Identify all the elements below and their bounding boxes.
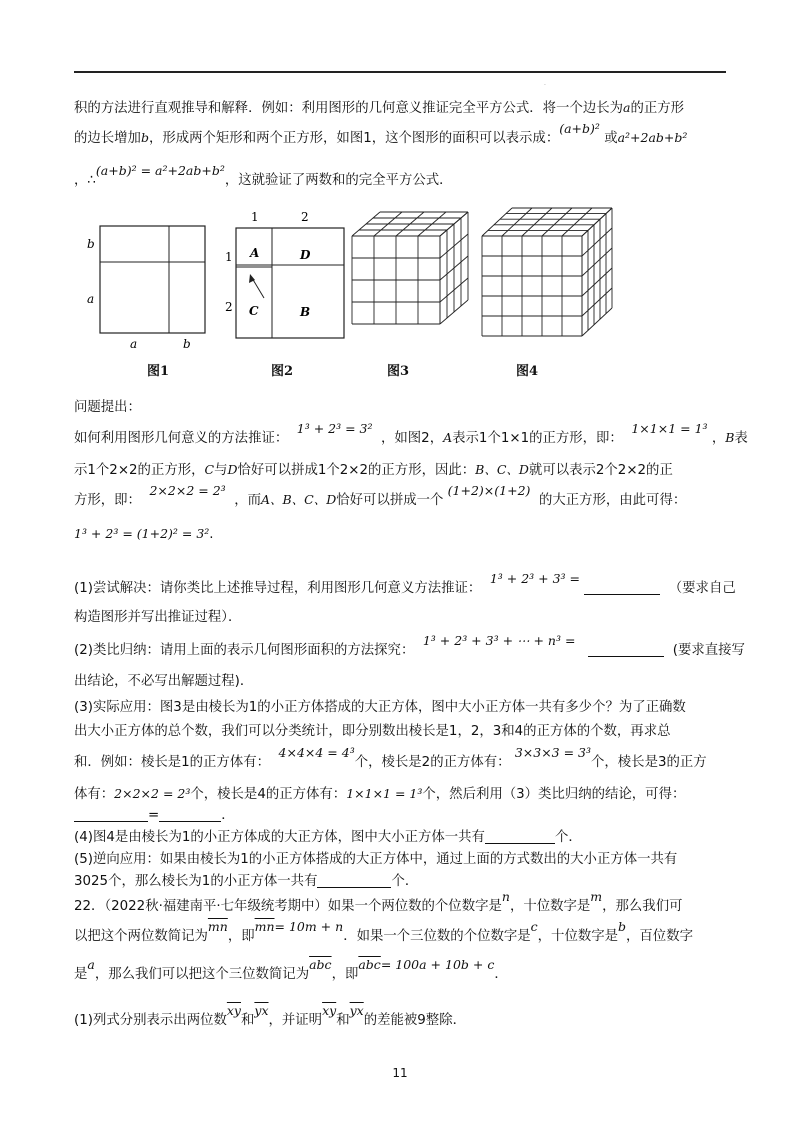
intro-line-3: ，∴(a+b)² = a²+2ab+b²，这就验证了两数和的完全平方公式． xyxy=(74,163,453,188)
figure-3-cube xyxy=(344,208,470,338)
figure-1 xyxy=(80,222,210,352)
fig2-label-D: D xyxy=(300,248,311,262)
page-number: 11 xyxy=(392,1066,408,1080)
part3-line-2: 出大小正方体的总个数，我们可以分类统计，即分别数出棱长是1，2，3和4的正方体的个数，再求总 xyxy=(74,724,671,739)
part4-line: (4)图4是由棱长为1的小正方体成的大正方体，图中大小正方体一共有 个． xyxy=(74,830,582,845)
fig2-arrow xyxy=(252,278,264,298)
question-line-1: 如何利用图形几何意义的方法推证： 1³ + 2³ = 3² ，如图2，A表示1个1×1的正方形，即： 1×1×1 = 1³ ，B表 xyxy=(74,421,748,446)
part5-line-1: (5)逆向应用：如果由棱长为1的小正方体搭成的大正方体中，通过上面的方式数出的大小正方体一共有 xyxy=(74,852,678,867)
fig4-caption: 图4 xyxy=(516,364,539,379)
problem22-line-2: 以把这个两位数简记为$\overline{mn}$，即$\overline{mn}= 10m + n$．如果一个三位数的个位数字是c，十位数字是b，百位数字 xyxy=(74,919,693,944)
header-rule xyxy=(74,71,726,73)
part3-line-4: 体有：2×2×2 = 2³个，棱长是4的正方体有：1×1×1 = 1³个，然后利用（3）类比归纳的结论，可得： xyxy=(74,786,686,802)
part3-line-1: (3)实际应用：图3是由棱长为1的小正方体搭成的大正方体，图中大小正方体一共有多少个？为了正确数 xyxy=(74,700,686,715)
figure-4-cube xyxy=(476,205,616,341)
part1-line-1: (1)尝试解决：请你类比上述推导过程，利用图形几何意义方法推证： 1³ + 2³ + 3³ = （要求自己 xyxy=(74,571,736,596)
figure-2 xyxy=(218,205,348,345)
fig1-label-a-bottom: a xyxy=(130,337,138,351)
part1-line-2: 构造图形并写出推证过程）． xyxy=(74,610,242,625)
fig2-label-A: A xyxy=(250,246,260,260)
part2-answer-blank xyxy=(588,642,664,657)
problem22-line-3: 是a，那么我们可以把这个三位数简记为$\overline{abc}$，即$\overline{abc}= 100a + 10b + c$． xyxy=(74,957,508,982)
intro-line-2: 的边长增加b，形成两个矩形和两个正方形，如图1，这个图形的面积可以表示成：(a+b)² 或a²+2ab+b² xyxy=(74,121,688,146)
fig2-label-C: C xyxy=(249,304,259,318)
question-heading: 问题提出： xyxy=(74,400,141,415)
part3-line-3: 和．例如：棱长是1的正方体有： 4×4×4 = 4³个，棱长是2的正方体有： 3×3×3 = 3³个，棱长是3的正方 xyxy=(74,745,707,770)
fig2-label-top-1: 1 xyxy=(251,210,259,224)
part2-line-2: 出结论，不必写出解题过程)． xyxy=(74,674,254,689)
fig1-label-b-bottom: b xyxy=(183,337,191,351)
part5-line-2: 3025个，那么棱长为1的小正方体一共有 个． xyxy=(74,874,419,889)
part3-blank-1 xyxy=(74,807,148,822)
fig1-label-a-left: a xyxy=(87,292,95,306)
fig2-label-left-1: 1 xyxy=(225,250,233,264)
fig2-label-left-2: 2 xyxy=(225,300,233,314)
problem22-line-4: (1)列式分别表示出两位数$\overline{xy}$和$\overline{yx}$，并证明$\overline{xy}$和$\overline{yx}$的差能被9整除． xyxy=(74,1003,466,1028)
question-line-3: 方形，即： 2×2×2 = 2³ ，而A、B、C、D恰好可以拼成一个 (1+2)×(1+2) 的大正方形，由此可得： xyxy=(74,483,687,508)
fig2-label-B: B xyxy=(300,305,311,319)
fig1-label-b-left: b xyxy=(87,237,95,251)
fig1-caption: 图1 xyxy=(147,364,170,379)
fig3-caption: 图3 xyxy=(387,364,410,379)
fig2-caption: 图2 xyxy=(271,364,294,379)
header-dot: . xyxy=(544,80,546,87)
question-line-2: 示1个2×2的正方形，C与D恰好可以拼成1个2×2的正方形，因此：B、C、D就可以表示2个2×2的正 xyxy=(74,462,673,478)
question-line-4: 1³ + 2³ = (1+2)² = 3². xyxy=(74,526,214,542)
part3-blank-2 xyxy=(159,807,221,822)
part3-line-5: = ． xyxy=(74,806,235,826)
problem22-line-1: 22．（2022秋·福建南平·七年级统考期中）如果一个两位数的个位数字是n，十位数字是m，那么我们可 xyxy=(74,889,683,914)
part5-answer-blank xyxy=(317,873,391,888)
intro-line-1: 积的方法进行直观推导和解释．例如：利用图形的几何意义推证完全平方公式．将一个边长为a的正方形 xyxy=(74,100,685,116)
part1-answer-blank xyxy=(584,580,660,595)
part2-line-1: (2)类比归纳：请用上面的表示几何图形面积的方法探究： 1³ + 2³ + 3³ + ⋯ + n³ = (要求直接写 xyxy=(74,633,745,658)
fig2-label-top-2: 2 xyxy=(301,210,309,224)
part4-answer-blank xyxy=(485,829,555,844)
